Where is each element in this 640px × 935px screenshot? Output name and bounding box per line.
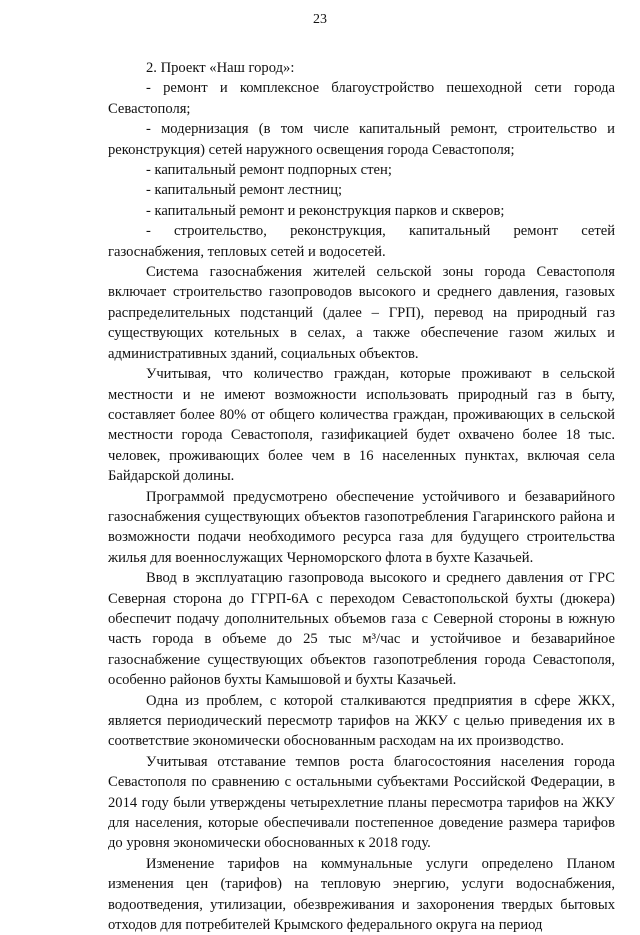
- paragraph-list-item: - ремонт и комплексное благоустройство пешеходной сети города Севастополя;: [108, 80, 615, 117]
- document-body: [108, 58, 615, 935]
- paragraph-body: Учитывая, что количество граждан, которые проживают в сельской местности и не имеют возможности использовать природный газ в быту, составляет более 80% от общего количества граждан, проживающих в сельской местности города Севастополя, газификацией будет охвачено более 18 тыс. человек, проживающих более чем в 16 населенных пунктах, включая села Байдарской долины.: [108, 366, 615, 485]
- paragraph-body: Система газоснабжения жителей сельской зоны города Севастополя включает строительство газопроводов высокого и среднего давления, газовых распределительных подстанций (далее – ГРП), перевод на природный газ существующих котельных в селах, а также обеспечение газом жилых и административных зданий, социальных объектов.: [108, 264, 615, 362]
- paragraph-body: Одна из проблем, с которой сталкиваются предприятия в сфере ЖКХ, является периодический пересмотр тарифов на ЖКУ с целью приведения их в соответствие экономически обоснованным расходам на их производство.: [108, 692, 615, 750]
- paragraph-list-item: - капитальный ремонт и реконструкция парков и скверов;: [146, 202, 505, 219]
- paragraph-body: Учитывая отставание темпов роста благосостояния населения города Севастополя по сравнению с остальными субъектами Российской Федерации, в 2014 году были утверждены четырехлетние планы пересмотра тарифов на ЖКУ для населения, которые обеспечивали постепенное доведение размера тарифов до уровня экономически обоснованных к 2018 году.: [108, 753, 615, 852]
- paragraph-body: Программой предусмотрено обеспечение устойчивого и безаварийного газоснабжения существующих объектов газопотребления Гагаринского района и возможности подачи необходимого ресурса газа для будущего строительства жилья для военнослужащих Черноморского флота в бухте Казачьей.: [108, 488, 615, 566]
- paragraph-project-title: 2. Проект «Наш город»:: [146, 60, 295, 76]
- paragraph-list-item: - капитальный ремонт подпорных стен;: [146, 162, 392, 179]
- paragraph-body: Ввод в эксплуатацию газопровода высокого и среднего давления от ГРС Северная сторона до ГГРП-6А с переходом Севастопольской бухты (дюкера) обеспечит подачу дополнительных объемов газа с Северной стороны в южную часть города в объеме до 25 тыс м³/час и устойчивое и безаварийное газоснабжение существующих объектов газопотребления города Севастополя, особенно районов бухты Камышовой и бухты Казачьей.: [108, 570, 615, 689]
- paragraph-list-item: - строительство, реконструкция, капитальный ремонт сетей газоснабжения, тепловых сетей и водосетей.: [108, 223, 615, 260]
- paragraph-list-item: - капитальный ремонт лестниц;: [146, 182, 343, 199]
- paragraph-body: Изменение тарифов на коммунальные услуги определено Планом изменения цен (тарифов) на тепловую энергию, услуги водоснабжения, водоотведения, утилизации, обезвреживания и захоронения твердых бытовых отходов для потребителей Крымского федерального округа на период: [108, 855, 615, 934]
- paragraph-list-item: - модернизация (в том числе капитальный ремонт, строительство и реконструкция) сетей наружного освещения города Севастополя;: [108, 121, 615, 158]
- page-number: 23: [313, 12, 327, 27]
